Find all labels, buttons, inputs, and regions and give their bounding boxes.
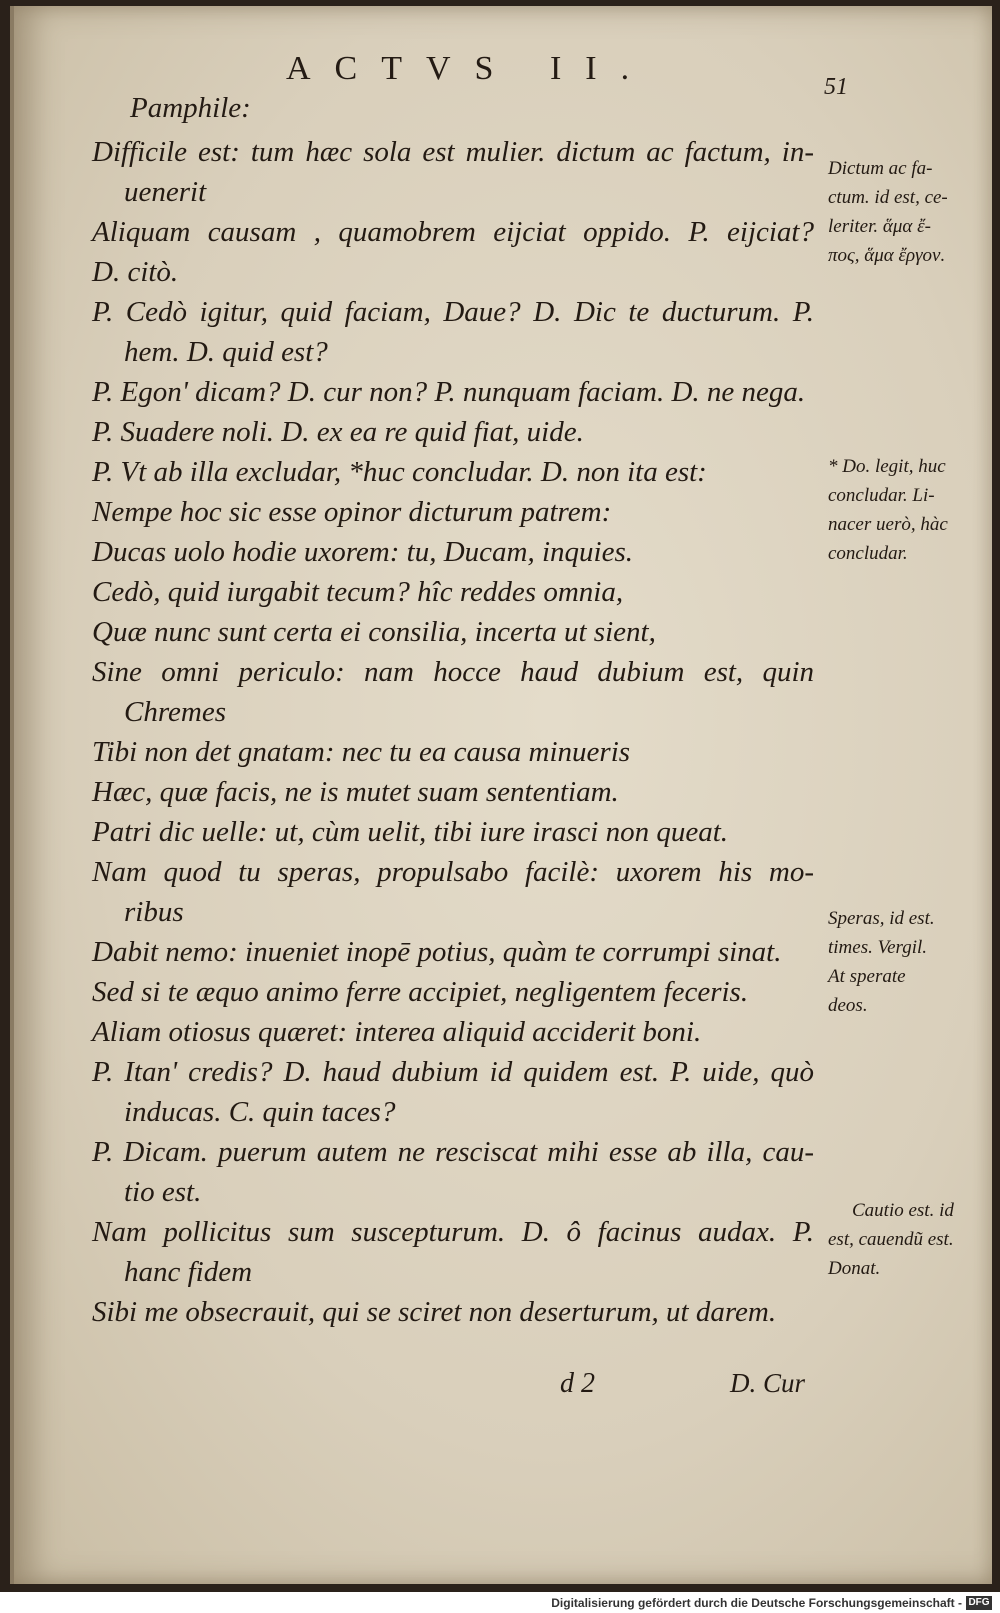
gloss-line: Donat. bbox=[828, 1258, 881, 1279]
verse-line: Difficile est: tum hæc sola est mulier. dictum ac factum, in- bbox=[92, 136, 814, 168]
running-title: ACTVS II. bbox=[286, 50, 654, 87]
verse-line: Cedò, quid iurgabit tecum? hîc reddes omnia, bbox=[92, 576, 624, 608]
margin-gloss-cautio bbox=[828, 1196, 1000, 1283]
gloss-line: πος, ἅμα ἔργον. bbox=[828, 245, 946, 266]
verse-line: hem. D. quid est? bbox=[124, 336, 328, 368]
gloss-line: Dictum ac fa- bbox=[828, 158, 933, 179]
folio-number: 51 bbox=[824, 74, 848, 100]
gloss-line: ctum. id est, ce- bbox=[828, 187, 948, 208]
verse-line: Nempe hoc sic esse opinor dicturum patrem: bbox=[92, 496, 612, 528]
gloss-line: At sperate bbox=[828, 966, 906, 987]
gloss-line: Cautio est. id bbox=[852, 1200, 954, 1221]
verse-line: P. Egon' dicam? D. cur non? P. nunquam faciam. D. ne nega. bbox=[92, 376, 806, 408]
digitization-footer bbox=[0, 1594, 1000, 1613]
verse-line: Aliam otiosus quæret: interea aliquid acciderit boni. bbox=[92, 1016, 702, 1048]
verse-line: Nam quod tu speras, propulsabo facilè: uxorem his mo- bbox=[92, 856, 814, 888]
speaker-line: Pamphile: bbox=[130, 92, 251, 124]
signature-mark: d 2 bbox=[560, 1368, 595, 1399]
verse-line: Sibi me obsecrauit, qui se sciret non deserturum, ut darem. bbox=[92, 1296, 777, 1328]
verse-text bbox=[92, 132, 814, 1332]
dfg-logo: DFG bbox=[966, 1596, 992, 1610]
gloss-line: Speras, id est. bbox=[828, 908, 935, 929]
verse-line: ribus bbox=[124, 896, 184, 928]
gloss-line: times. Vergil. bbox=[828, 937, 928, 958]
catchword: D. Cur bbox=[730, 1368, 806, 1398]
margin-gloss-dictum bbox=[828, 154, 1000, 270]
verse-line: Tibi non det gnatam: nec tu ea causa minueris bbox=[92, 736, 631, 768]
verse-line: Patri dic uelle: ut, cùm uelit, tibi iure irasci non queat. bbox=[92, 816, 729, 848]
verse-line: Chremes bbox=[124, 696, 227, 728]
verse-line: Quæ nunc sunt certa ei consilia, incerta ut sient, bbox=[92, 616, 656, 648]
verse-line: Aliquam causam , quamobrem eijciat oppido. P. eijciat? bbox=[92, 216, 814, 248]
gloss-line: est, cauendũ est. bbox=[828, 1229, 954, 1250]
margin-gloss-speras bbox=[828, 904, 1000, 1020]
gloss-line: concludar. bbox=[828, 543, 908, 564]
verse-line: Hæc, quæ facis, ne is mutet suam sententiam. bbox=[92, 776, 619, 808]
verse-line: uenerit bbox=[124, 176, 207, 208]
verse-line: Sine omni periculo: nam hocce haud dubium est, quin bbox=[92, 656, 814, 688]
verse-line: P. Vt ab illa excludar, *huc concludar. D. non ita est: bbox=[92, 456, 707, 488]
verse-line: P. Suadere noli. D. ex ea re quid fiat, uide. bbox=[92, 416, 584, 448]
verse-line: D. citò. bbox=[92, 256, 179, 288]
verse-line: inducas. C. quin taces? bbox=[124, 1096, 396, 1128]
verse-line: Ducas uolo hodie uxorem: tu, Ducam, inquies. bbox=[92, 536, 633, 568]
gloss-line: nacer uerò, hàc bbox=[828, 514, 948, 535]
verse-line: Nam pollicitus sum suscepturum. D. ô facinus audax. P. bbox=[92, 1216, 814, 1248]
verse-line: tio est. bbox=[124, 1176, 202, 1208]
gloss-line: deos. bbox=[828, 995, 868, 1016]
verse-line: hanc fidem bbox=[124, 1256, 253, 1288]
gloss-line: * Do. legit, huc bbox=[828, 456, 946, 477]
book-page bbox=[10, 6, 992, 1584]
gloss-line: concludar. Li- bbox=[828, 485, 935, 506]
gloss-line: leriter. ἅμα ἔ- bbox=[828, 216, 931, 237]
margin-gloss-concludar bbox=[828, 452, 1000, 568]
funding-credit: Digitalisierung gefördert durch die Deutsche Forschungsgemeinschaft - bbox=[551, 1596, 962, 1610]
verse-line: Dabit nemo: inueniet inopē potius, quàm te corrumpi sinat. bbox=[92, 936, 782, 968]
verse-line: P. Itan' credis? D. haud dubium id quidem est. P. uide, quò bbox=[92, 1056, 814, 1088]
verse-line: P. Dicam. puerum autem ne resciscat mihi esse ab illa, cau- bbox=[92, 1136, 814, 1168]
verse-line: P. Cedò igitur, quid faciam, Daue? D. Dic te ducturum. P. bbox=[92, 296, 814, 328]
verse-line: Sed si te æquo animo ferre accipiet, negligentem feceris. bbox=[92, 976, 749, 1008]
